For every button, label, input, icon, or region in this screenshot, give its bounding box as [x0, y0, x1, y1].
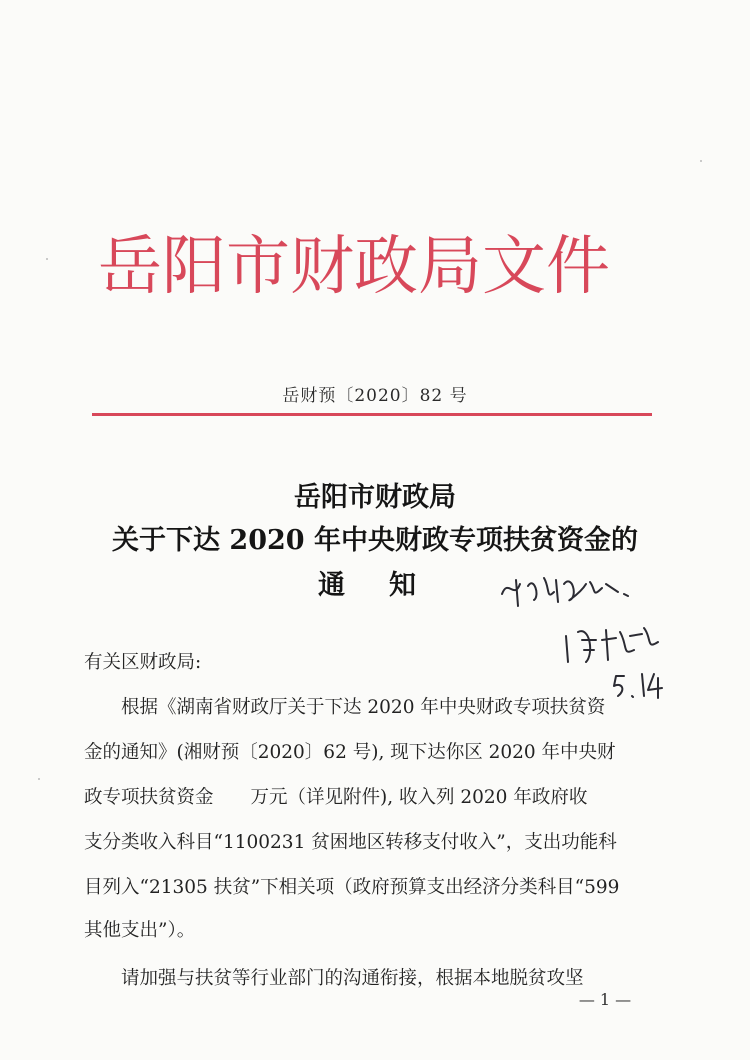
document-number: 岳财预〔2020〕82 号: [282, 386, 468, 406]
scan-speck: [700, 160, 702, 162]
handwritten-annotation: [494, 566, 694, 706]
page-number: — 1 —: [578, 990, 632, 1009]
agency-red-header: 岳阳市财政局文件: [98, 230, 610, 304]
paragraph-line: 金的通知》(湘财预〔2020〕62 号), 现下达你区 2020 年中央财: [84, 742, 616, 763]
scan-speck: [38, 778, 40, 780]
scan-speck: [46, 258, 48, 260]
red-separator-line: [92, 413, 652, 416]
paragraph-line: 政专项扶贫资金 万元（详见附件), 收入列 2020 年政府收: [84, 787, 588, 808]
paragraph-line: 根据《湖南省财政厅关于下达 2020 年中央财政专项扶贫资: [121, 697, 606, 718]
title-line-subject: 关于下达 2020 年中央财政专项扶贫资金的: [112, 525, 638, 556]
title-line-agency: 岳阳市财政局: [294, 482, 456, 513]
title-line-notice: 通知: [318, 570, 460, 601]
paragraph-line: 支分类收入科目“1100231 贫困地区转移支付收入”，支出功能科: [84, 832, 617, 853]
paragraph-line: 请加强与扶贫等行业部门的沟通衔接，根据本地脱贫攻坚: [121, 968, 584, 989]
addressee-line: 有关区财政局:: [84, 652, 202, 673]
paragraph-line: 其他支出”）。: [84, 920, 196, 941]
paragraph-line: 目列入“21305 扶贫”下相关项（政府预算支出经济分类科目“599: [84, 877, 620, 898]
